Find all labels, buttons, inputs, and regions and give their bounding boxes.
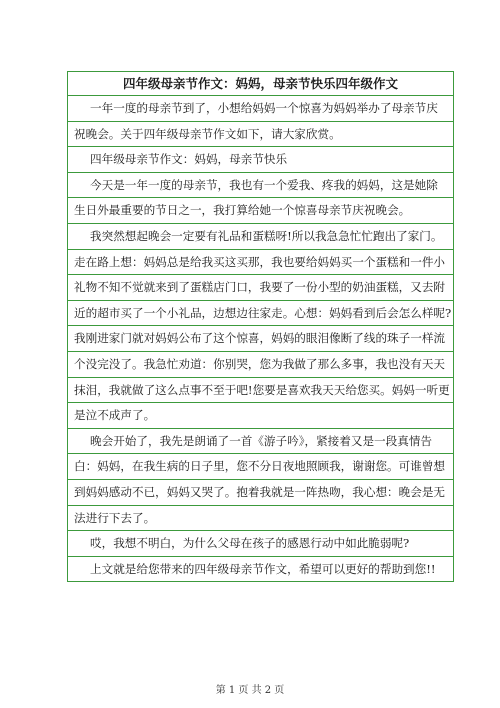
text-line: 我突然想起晚会一定要有礼品和蛋糕呀!所以我急急忙忙跑出了家门。: [68, 224, 453, 250]
text-line: 生日外最重要的节日之一，我打算给她一个惊喜母亲节庆祝晚会。: [68, 198, 453, 224]
text-line: 白：妈妈，在我生病的日子里，您不分日夜地照顾我，谢谢您。可谁曾想: [68, 454, 453, 480]
text-line: 一年一度的母亲节到了，小想给妈妈一个惊喜为妈妈举办了母亲节庆: [68, 96, 453, 122]
text-line: 四年级母亲节作文：妈妈，母亲节快乐: [68, 147, 453, 173]
text-line: 是泣不成声了。: [68, 403, 453, 429]
text-line: 近的超市买了一个小礼品，边想边往家走。心想：妈妈看到后会怎么样呢?: [68, 301, 453, 327]
essay-body: [68, 96, 453, 582]
essay-page: [67, 71, 454, 582]
text-line: 到妈妈感动不已，妈妈又哭了。抱着我就是一阵热吻，我心想：晚会是无: [68, 480, 453, 506]
text-line: 祝晚会。关于四年级母亲节作文如下，请大家欣赏。: [68, 122, 453, 148]
text-line: 晚会开始了，我先是朗诵了一首《游子吟》，紧接着又是一段真情告: [68, 429, 453, 455]
text-line: 走在路上想：妈妈总是给我买这买那，我也要给妈妈买一个蛋糕和一件小: [68, 250, 453, 276]
text-line: 上文就是给您带来的四年级母亲节作文，希望可以更好的帮助到您!!: [68, 557, 453, 583]
document-title: 四年级母亲节作文：妈妈，母亲节快乐四年级作文: [68, 72, 453, 96]
text-line: 我刚进家门就对妈妈公布了这个惊喜，妈妈的眼泪像断了线的珠子一样流: [68, 326, 453, 352]
text-line: 礼物不知不觉就来到了蛋糕店门口，我要了一份小型的奶油蛋糕，又去附: [68, 275, 453, 301]
text-line: 哎，我想不明白，为什么父母在孩子的感恩行动中如此脆弱呢?: [68, 531, 453, 557]
text-line: 法进行下去了。: [68, 506, 453, 532]
text-line: 今天是一年一度的母亲节，我也有一个爱我、疼我的妈妈，这是她除: [68, 173, 453, 199]
text-line: 个没完没了。我急忙劝道：你别哭，您为我做了那么多事，我也没有天天: [68, 352, 453, 378]
page-number: 第 1 页 共 2 页: [215, 685, 285, 696]
text-line: 抹泪，我就做了这么点事不至于吧!您要是喜欢我天天给您买。妈妈一听更: [68, 378, 453, 404]
